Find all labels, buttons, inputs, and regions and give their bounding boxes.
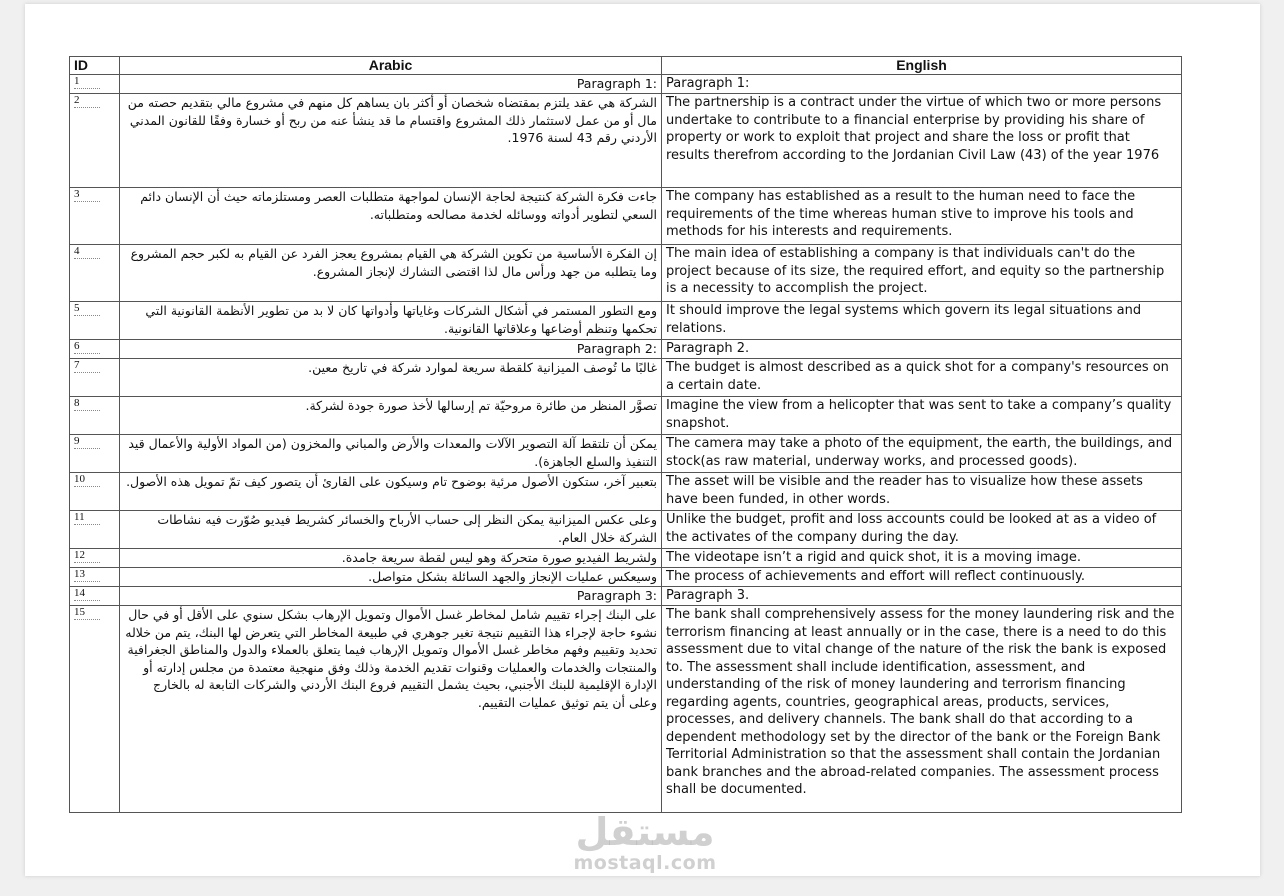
row-id: 1 bbox=[74, 75, 100, 89]
table-row bbox=[70, 397, 1182, 435]
mostaql-watermark bbox=[560, 812, 730, 874]
watermark-arabic: مستقل bbox=[575, 810, 715, 854]
english-cell: Paragraph 1: bbox=[662, 75, 1182, 94]
english-cell: The videotape isn’t a rigid and quick shot, it is a moving image. bbox=[662, 549, 1182, 568]
english-cell: The partnership is a contract under the virtue of which two or more persons undertake to contribute to a financial enterprise by providing his share of property or work to exploit that project and share the loss or profit that results therefrom according to the Jordanian Civil Law (43) of the year 1976 bbox=[662, 94, 1182, 188]
english-cell: Unlike the budget, profit and loss accounts could be looked at as a video of the activates of the company during the day. bbox=[662, 511, 1182, 549]
arabic-cell: جاءت فكرة الشركة كنتيجة لحاجة الإنسان لمواجهة متطلبات العصر ومستلزماته حيث أن الإنسان دائم السعي لتطوير أدواته ووسائله لخدمة مصالحه ومتطلباته. bbox=[120, 188, 662, 245]
english-cell: The company has established as a result to the human need to face the requirements of the time whereas human stive to improve his tools and methods for his interests and requirements. bbox=[662, 188, 1182, 245]
table-row bbox=[70, 359, 1182, 397]
table-row bbox=[70, 75, 1182, 94]
table-row bbox=[70, 340, 1182, 359]
row-id: 2 bbox=[74, 94, 100, 108]
arabic-cell: ومع التطور المستمر في أشكال الشركات وغاياتها وأدواتها كان لا بد من تطوير الأنظمة القانونية التي تحكمها وتنظم أوضاعها وعلاقاتها القانونية. bbox=[120, 302, 662, 340]
row-id: 4 bbox=[74, 245, 100, 259]
english-cell: Paragraph 2. bbox=[662, 340, 1182, 359]
arabic-cell: الشركة هي عقد يلتزم بمقتضاه شخصان أو أكثر بان يساهم كل منهم في مشروع مالي بتقديم حصته من مال أو من عمل لاستثمار ذلك المشروع واقتسام ما قد ينشأ عنه من ربح أو خسارة وفقًا للقانون المدني الأردني رقم 43 لسنة 1976. bbox=[120, 94, 662, 188]
english-cell: It should improve the legal systems which govern its legal situations and relations. bbox=[662, 302, 1182, 340]
row-id: 10 bbox=[74, 473, 100, 487]
arabic-cell: :Paragraph 2 bbox=[120, 340, 662, 359]
arabic-cell: ولشريط الفيديو صورة متحركة وهو ليس لقطة سريعة جامدة. bbox=[120, 549, 662, 568]
table-row bbox=[70, 568, 1182, 587]
table-row bbox=[70, 511, 1182, 549]
table-row bbox=[70, 188, 1182, 245]
english-cell: The budget is almost described as a quick shot for a company's resources on a certain date. bbox=[662, 359, 1182, 397]
english-cell: The bank shall comprehensively assess for the money laundering risk and the terrorism financing at least annually or in the case, there is a need to do this assessment due to vital change of the nature of the risk the bank is exposed to. The assessment shall include identification, assessment, and understanding of the risk of money laundering and terrorism financing regarding agents, countries, geographical areas, products, services, processes, and delivery channels. The bank shall do that according to a dependent methodology set by the director of the bank or the Foreign Bank Territorial Administration so that the assessment shall contain the Jordanian bank branches and the abroad-related companies. The assessment process shall be documented. bbox=[662, 606, 1182, 813]
arabic-cell: وسيعكس عمليات الإنجاز والجهد السائلة بشكل متواصل. bbox=[120, 568, 662, 587]
table-row bbox=[70, 302, 1182, 340]
row-id: 5 bbox=[74, 302, 100, 316]
arabic-cell: على البنك إجراء تقييم شامل لمخاطر غسل الأموال وتمويل الإرهاب بشكل سنوي على الأقل أو في حال نشوء حاجة لإجراء هذا التقييم نتيجة تغير جوهري في طبيعة المخاطر التي يتعرض لها البنك، يتم من خلاله تحديد وتقييم وفهم مخاطر غسل الأموال وتمويل الإرهاب فيما يتعلق بالعملاء والدول والمناطق الجغرافية والمنتجات والخدمات والعمليات وقنوات تقديم الخدمة وذلك وفق منهجية معتمدة من مجلس إدارته أو الإدارة الإقليمية للبنك الأجنبي، بحيث يشمل التقييم فروع البنك الأردني والشركات التابعة له بالخارج وعلى أن يتم توثيق عمليات التقييم. bbox=[120, 606, 662, 813]
watermark-latin: mostaql.com bbox=[573, 852, 717, 874]
arabic-cell: يمكن أن تلتقط آلة التصوير الآلات والمعدات والأرض والمباني والمخزون (من المواد الأولية والأعمال قيد التنفيذ والسلع الجاهزة). bbox=[120, 435, 662, 473]
english-cell: The process of achievements and effort will reflect continuously. bbox=[662, 568, 1182, 587]
english-cell: Imagine the view from a helicopter that was sent to take a company’s quality snapshot. bbox=[662, 397, 1182, 435]
document-page bbox=[25, 4, 1260, 876]
row-id: 9 bbox=[74, 435, 100, 449]
arabic-cell: غالبًا ما تُوصف الميزانية كلقطة سريعة لموارد شركة في تاريخ معين. bbox=[120, 359, 662, 397]
arabic-cell: إن الفكرة الأساسية من تكوين الشركة هي القيام بمشروع يعجز الفرد عن القيام به لكبر حجم المشروع وما يتطلبه من جهد ورأس مال لذا اقتضى التشارك لإنجاز المشروع. bbox=[120, 245, 662, 302]
arabic-cell: :Paragraph 1 bbox=[120, 75, 662, 94]
row-id: 8 bbox=[74, 397, 100, 411]
arabic-cell: وعلى عكس الميزانية يمكن النظر إلى حساب الأرباح والخسائر كشريط فيديو صُوّرت فيه نشاطات الشركة خلال العام. bbox=[120, 511, 662, 549]
row-id: 15 bbox=[74, 606, 100, 620]
english-cell: The main idea of establishing a company is that individuals can't do the project because of its size, the required effort, and equity so the partnership is a necessity to accomplish the project. bbox=[662, 245, 1182, 302]
row-id: 12 bbox=[74, 549, 100, 563]
header-english: English bbox=[662, 57, 1182, 75]
table-row bbox=[70, 587, 1182, 606]
english-cell: The camera may take a photo of the equipment, the earth, the buildings, and stock(as raw material, underway works, and processed goods). bbox=[662, 435, 1182, 473]
arabic-cell: تصوَّر المنظر من طائرة مروحيّة تم إرسالها لأخذ صورة جودة لشركة. bbox=[120, 397, 662, 435]
table-row bbox=[70, 606, 1182, 813]
translation-table bbox=[69, 56, 1182, 813]
row-id: 6 bbox=[74, 340, 100, 354]
row-id: 7 bbox=[74, 359, 100, 373]
row-id: 14 bbox=[74, 587, 100, 601]
english-cell: The asset will be visible and the reader has to visualize how these assets have been funded, in other words. bbox=[662, 473, 1182, 511]
table-row bbox=[70, 549, 1182, 568]
table-row bbox=[70, 94, 1182, 188]
row-id: 11 bbox=[74, 511, 100, 525]
table-row bbox=[70, 435, 1182, 473]
header-id: ID bbox=[70, 57, 120, 75]
arabic-cell: بتعبير آخر، ستكون الأصول مرئية بوضوح تام وسيكون على القارئ أن يتصور كيف تمّ تمويل هذه الأصول. bbox=[120, 473, 662, 511]
arabic-cell: :Paragraph 3 bbox=[120, 587, 662, 606]
row-id: 3 bbox=[74, 188, 100, 202]
table-row bbox=[70, 245, 1182, 302]
header-arabic: Arabic bbox=[120, 57, 662, 75]
table-row bbox=[70, 473, 1182, 511]
row-id: 13 bbox=[74, 568, 100, 582]
table-header-row bbox=[70, 57, 1182, 75]
english-cell: Paragraph 3. bbox=[662, 587, 1182, 606]
